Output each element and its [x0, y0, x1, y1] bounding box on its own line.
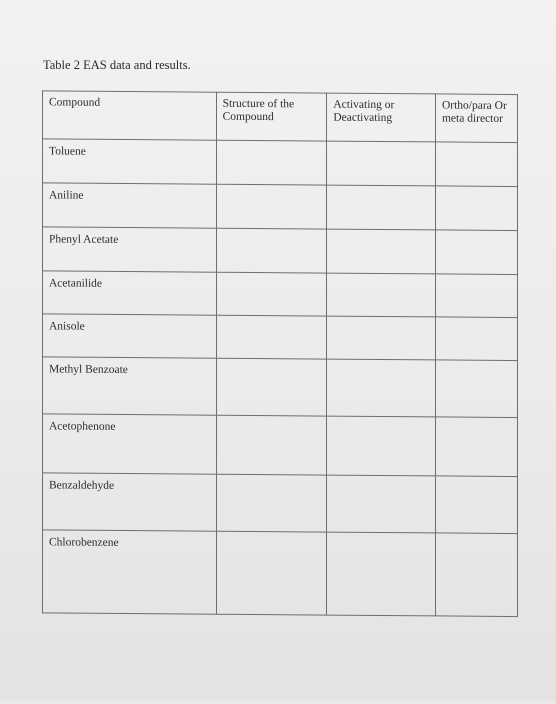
compound-cell: Toluene	[43, 139, 217, 184]
structure-cell[interactable]	[216, 228, 327, 273]
compound-cell: Acetanilide	[43, 271, 217, 315]
structure-cell[interactable]	[216, 140, 327, 185]
eas-results-table	[42, 90, 518, 617]
director-cell[interactable]	[435, 360, 517, 418]
compound-cell: Methyl Benzoate	[43, 357, 217, 415]
header-activating: Activating or Deactivating	[327, 93, 436, 142]
activating-cell[interactable]	[327, 185, 436, 230]
activating-cell[interactable]	[327, 475, 436, 533]
table-header-row	[43, 91, 518, 143]
structure-cell[interactable]	[216, 531, 327, 615]
compound-cell: Acetophenone	[43, 414, 217, 474]
compound-cell: Phenyl Acetate	[43, 227, 217, 272]
compound-cell: Chlorobenzene	[43, 530, 217, 614]
structure-cell[interactable]	[216, 315, 327, 359]
structure-cell[interactable]	[216, 272, 327, 316]
table-row	[43, 473, 518, 534]
director-cell[interactable]	[435, 417, 517, 477]
structure-cell[interactable]	[216, 358, 327, 416]
header-director: Ortho/para Or meta director	[435, 94, 517, 143]
activating-cell[interactable]	[327, 141, 436, 186]
activating-cell[interactable]	[327, 359, 436, 417]
activating-cell[interactable]	[327, 532, 436, 616]
table-row	[43, 414, 518, 477]
table-row	[43, 139, 518, 187]
table-row	[43, 314, 518, 361]
table-row	[43, 271, 518, 318]
header-compound: Compound	[43, 91, 217, 140]
director-cell[interactable]	[435, 186, 517, 231]
director-cell[interactable]	[435, 533, 517, 617]
structure-cell[interactable]	[216, 184, 327, 229]
director-cell[interactable]	[435, 317, 517, 361]
compound-cell: Aniline	[43, 183, 217, 228]
activating-cell[interactable]	[327, 229, 436, 274]
structure-cell[interactable]	[216, 415, 327, 475]
activating-cell[interactable]	[327, 316, 436, 360]
table-row	[43, 530, 518, 617]
director-cell[interactable]	[435, 142, 517, 187]
table-caption: Table 2 EAS data and results.	[43, 58, 191, 72]
activating-cell[interactable]	[327, 273, 436, 317]
table-row	[43, 183, 518, 231]
director-cell[interactable]	[435, 274, 517, 318]
director-cell[interactable]	[435, 230, 517, 275]
compound-cell: Anisole	[43, 314, 217, 358]
activating-cell[interactable]	[327, 416, 436, 476]
director-cell[interactable]	[435, 476, 517, 534]
structure-cell[interactable]	[216, 474, 327, 532]
header-structure: Structure of the Compound	[216, 92, 327, 141]
table-row	[43, 227, 518, 275]
compound-cell: Benzaldehyde	[43, 473, 217, 531]
table-row	[43, 357, 518, 418]
